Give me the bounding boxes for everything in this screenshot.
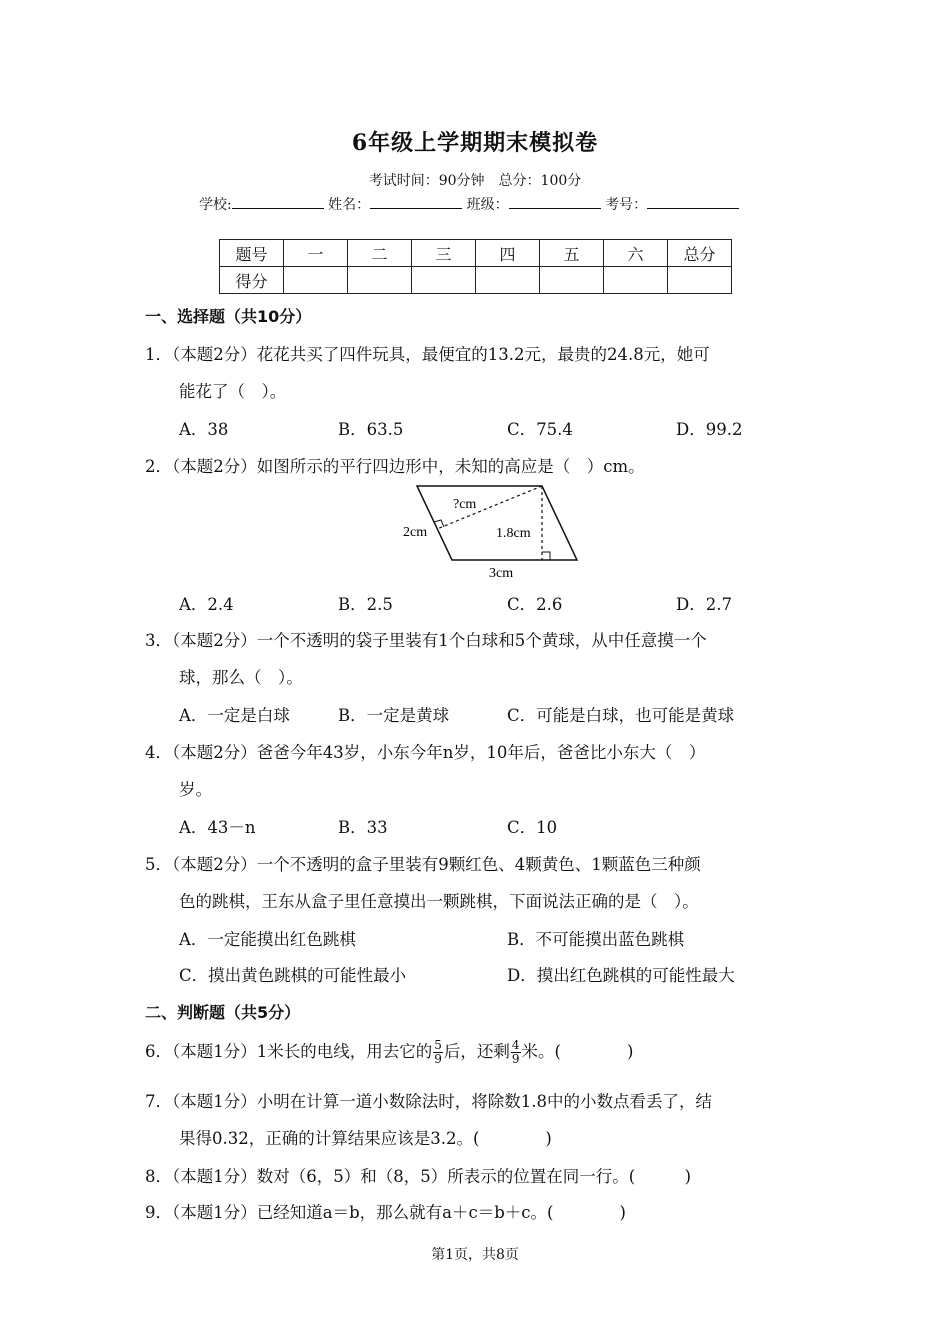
section1-heading: 一、选择题（共10分） (145, 307, 312, 326)
label-height: 1.8cm (496, 526, 531, 541)
frac1-denominator: 9 (434, 1052, 442, 1066)
class-blank[interactable] (509, 194, 601, 209)
page-number: 第1页，共8页 (431, 1247, 519, 1263)
score-cell-section-1: 一 (284, 240, 348, 267)
score-input-4[interactable] (476, 267, 540, 294)
class-label: 班级： (466, 197, 509, 213)
q6-middle: 后，还剩 (443, 1042, 510, 1061)
parallelogram-figure (395, 478, 595, 582)
q5-option-c[interactable]: C．摸出黄色跳棋的可能性最小 (179, 966, 407, 985)
q3-option-c[interactable]: C．可能是白球，也可能是黄球 (507, 706, 735, 725)
q2-option-b[interactable]: B．2.5 (338, 595, 393, 614)
score-cell-section-2: 二 (348, 240, 412, 267)
q5-line1: 5．（本题2分）一个不透明的盒子里装有9颗红色、4颗黄色、1颗蓝色三种颜 (145, 855, 701, 874)
frac2-numerator: 4 (511, 1038, 520, 1052)
section2-heading: 二、判断题（共5分） (145, 1003, 301, 1022)
q2-option-c[interactable]: C．2.6 (507, 595, 563, 614)
label-side: 2cm (403, 525, 428, 540)
q1-line1: 1．（本题2分）花花共买了四件玩具，最便宜的13.2元，最贵的24.8元，她可 (145, 345, 710, 364)
score-cell-section-4: 四 (476, 240, 540, 267)
score-input-6[interactable] (604, 267, 668, 294)
q7-line1: 7．（本题1分）小明在计算一道小数除法时，将除数1.8中的小数点看丢了，结 (145, 1092, 712, 1111)
q1-option-a[interactable]: A．38 (179, 420, 229, 439)
score-input-total[interactable] (668, 267, 732, 294)
score-cell-label: 题号 (220, 240, 284, 267)
student-info-line (199, 194, 739, 214)
right-angle-mark-base (542, 552, 550, 560)
q2-option-a[interactable]: A．2.4 (179, 595, 234, 614)
q5-option-b[interactable]: B．不可能摸出蓝色跳棋 (507, 930, 685, 949)
q5-option-d[interactable]: D．摸出红色跳棋的可能性最大 (507, 966, 735, 985)
score-input-1[interactable] (284, 267, 348, 294)
name-blank[interactable] (370, 194, 462, 209)
name-label: 姓名： (328, 197, 371, 213)
school-blank[interactable] (232, 194, 324, 209)
q3-line1: 3．（本题2分）一个不透明的袋子里装有1个白球和5个黄球，从中任意摸一个 (145, 631, 707, 650)
q8-line1: 8．（本题1分）数对（6，5）和（8，5）所表示的位置在同一行。( ) (145, 1167, 692, 1186)
score-table-score-row (220, 267, 732, 294)
q2-option-d[interactable]: D．2.7 (676, 595, 732, 614)
score-input-3[interactable] (412, 267, 476, 294)
score-input-5[interactable] (540, 267, 604, 294)
frac2-denominator: 9 (511, 1052, 520, 1066)
q9-line1: 9．（本题1分）已经知道a＝b，那么就有a＋c＝b＋c。( ) (145, 1203, 626, 1222)
q4-line2: 岁。 (179, 780, 212, 799)
q7-line2: 果得0.32，正确的计算结果应该是3.2。( ) (179, 1129, 552, 1148)
fraction-four-ninths (511, 1039, 521, 1066)
q4-option-b[interactable]: B．33 (338, 818, 388, 837)
exam-title: 6年级上学期期末模拟卷 (351, 130, 599, 156)
id-label: 考号： (605, 197, 648, 213)
exam-subtitle: 考试时间：90分钟 总分：100分 (368, 173, 582, 189)
q5-option-a[interactable]: A．一定能摸出红色跳棋 (179, 930, 356, 949)
q1-option-d[interactable]: D．99.2 (676, 420, 743, 439)
id-blank[interactable] (647, 194, 739, 209)
q4-option-a[interactable]: A．43－n (179, 818, 256, 837)
score-cell-section-5: 五 (540, 240, 604, 267)
q3-option-b[interactable]: B．一定是黄球 (338, 706, 450, 725)
label-base: 3cm (489, 566, 514, 581)
q1-option-b[interactable]: B．63.5 (338, 420, 404, 439)
score-cell-section-6: 六 (604, 240, 668, 267)
score-table (219, 239, 732, 294)
q4-option-c[interactable]: C．10 (507, 818, 558, 837)
q4-line1: 4．（本题2分）爸爸今年43岁，小东今年n岁，10年后，爸爸比小东大（ ） (145, 743, 706, 762)
q5-line2: 色的跳棋，王东从盒子里任意摸出一颗跳棋，下面说法正确的是（ ）。 (179, 892, 699, 911)
score-cell-section-3: 三 (412, 240, 476, 267)
parallelogram-shape (417, 486, 577, 560)
q6-line (145, 1038, 633, 1066)
label-unknown-height: ?cm (453, 497, 477, 512)
q2-line1: 2．（本题2分）如图所示的平行四边形中，未知的高应是（ ）cm。 (145, 457, 645, 476)
q1-option-c[interactable]: C．75.4 (507, 420, 573, 439)
q3-line2: 球，那么（ ）。 (179, 668, 303, 687)
school-label: 学校: (199, 197, 232, 213)
fraction-five-ninths (433, 1039, 443, 1066)
q6-prefix: 6．（本题1分）1米长的电线，用去它的 (145, 1042, 433, 1061)
score-row-label: 得分 (220, 267, 284, 294)
score-table-header-row (220, 240, 732, 267)
q6-suffix: 米。( ) (521, 1042, 634, 1061)
score-input-2[interactable] (348, 267, 412, 294)
q1-line2: 能花了（ ）。 (179, 382, 287, 401)
score-cell-total: 总分 (668, 240, 732, 267)
frac1-numerator: 5 (434, 1038, 442, 1052)
q3-option-a[interactable]: A．一定是白球 (179, 706, 290, 725)
